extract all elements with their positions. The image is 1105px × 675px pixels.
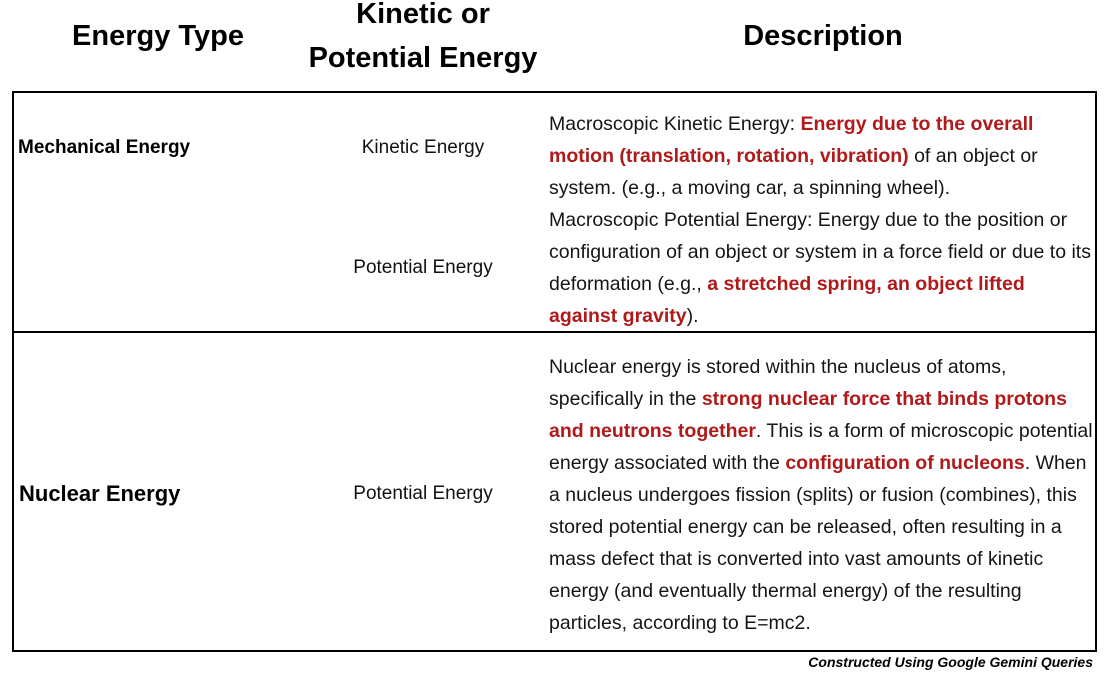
desc-text: Macroscopic Kinetic Energy:	[549, 113, 801, 135]
header-kind-line1: Kinetic or	[356, 0, 490, 30]
kind-nuclear-potential: Potential Energy	[353, 483, 493, 504]
desc-mechanical-kinetic	[549, 108, 1097, 204]
energy-table	[12, 91, 1097, 652]
header-description: Description	[743, 20, 903, 52]
desc-text: Macroscopic Potential Energy: Energy due to the position or configuration of an object or system in a force field or due to its deformation (e.g.,	[549, 209, 1091, 295]
desc-highlight: a stretched spring, an object lifted against gravity	[549, 273, 1025, 327]
energy-type-mechanical: Mechanical Energy	[18, 137, 191, 158]
desc-text: . This is a form of microscopic potential energy associated with the	[549, 420, 1093, 474]
desc-text: ).	[686, 305, 699, 327]
energy-type-nuclear: Nuclear Energy	[19, 481, 181, 506]
header-kinetic-or-potential	[300, 0, 546, 80]
desc-highlight: Energy due to the overall motion (translation, rotation, vibration)	[549, 113, 1034, 167]
desc-text: Nuclear energy is stored within the nucleus of atoms, specifically in the	[549, 356, 1007, 410]
kind-kinetic: Kinetic Energy	[361, 137, 485, 158]
kind-potential: Potential Energy	[353, 257, 493, 278]
desc-highlight: configuration of nucleons	[785, 452, 1025, 474]
desc-mechanical-potential	[549, 204, 1097, 332]
desc-text: of an object or system. (e.g., a moving car, a spinning wheel).	[549, 145, 1038, 199]
footer-credit: Constructed Using Google Gemini Queries	[808, 654, 1093, 670]
header-energy-type: Energy Type	[72, 20, 244, 52]
desc-text: . When a nucleus undergoes fission (splits) or fusion (combines), this stored potential energy can be released, often resulting in a mass defect that is converted into vast amounts of kinetic energy (and eventually thermal energy) of the resulting particles, according to E=mc2.	[549, 452, 1087, 634]
desc-highlight: strong nuclear force that binds protons and neutrons together	[549, 388, 1067, 442]
header-kind-line2: Potential Energy	[308, 42, 538, 74]
desc-nuclear	[549, 351, 1097, 639]
